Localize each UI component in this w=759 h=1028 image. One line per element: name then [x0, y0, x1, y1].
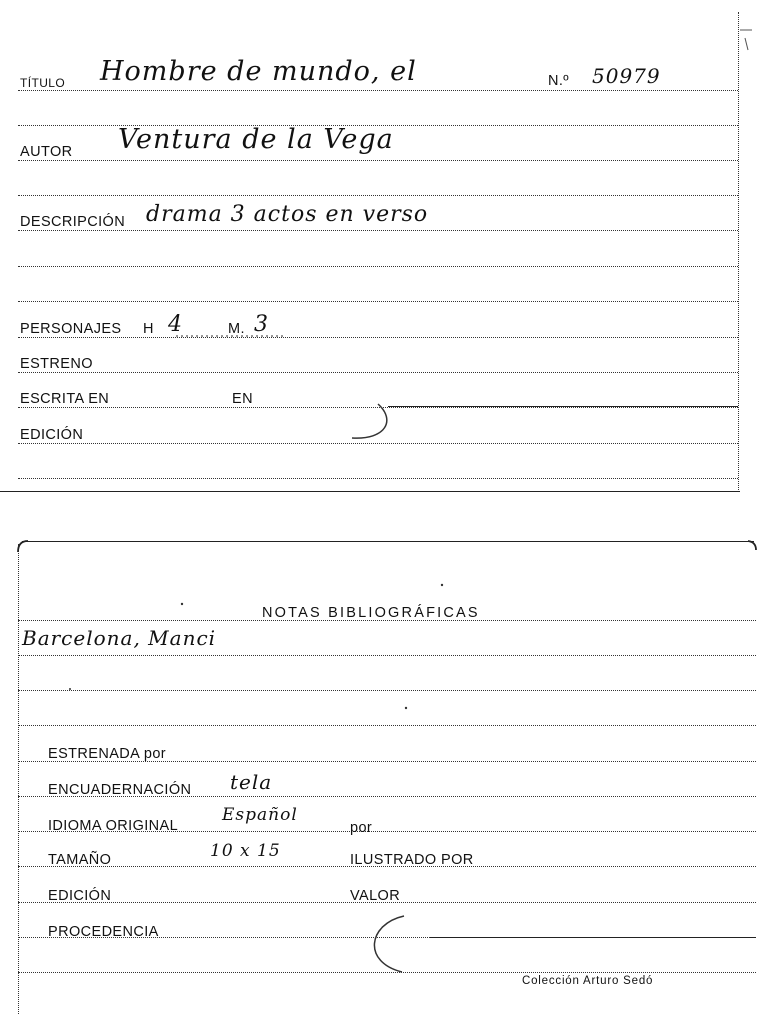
encuadernacion-label: ENCUADERNACIÓN: [48, 782, 192, 798]
rule-line: [18, 478, 738, 479]
edicion-label: EDICIÓN: [20, 427, 84, 443]
card-back-top-edge: [22, 541, 754, 542]
speck: [441, 584, 443, 586]
rule-line: [18, 407, 738, 408]
procedencia-solid-rule: [430, 937, 756, 938]
estreno-label: ESTRENO: [20, 356, 93, 372]
notas-value: Barcelona, Manci: [22, 626, 217, 650]
tamano-value: 10 x 15: [210, 841, 281, 861]
rule-line: [18, 337, 738, 338]
ilustrado-label: ILUSTRADO POR: [350, 852, 474, 868]
edge-mark: [745, 38, 748, 50]
rule-line: [18, 195, 738, 196]
collection-credit: Colección Arturo Sedó: [522, 975, 654, 987]
rule-line: [18, 160, 738, 161]
titulo-label: TÍTULO: [20, 76, 66, 90]
back-card-marks: [0, 500, 759, 1028]
idioma-label: IDIOMA ORIGINAL: [48, 818, 179, 834]
card-corner: [18, 541, 28, 552]
procedencia-label: PROCEDENCIA: [48, 924, 159, 940]
numero-value: 50979: [592, 64, 661, 88]
escrita-en-solid-rule: [388, 406, 738, 407]
rule-line: [18, 372, 738, 373]
valor-label: VALOR: [350, 888, 401, 904]
personajes-label: PERSONAJES: [20, 321, 122, 337]
encuadernacion-value: tela: [230, 770, 273, 794]
rule-line: [18, 443, 738, 444]
tamano-label: TAMAÑO: [48, 852, 112, 868]
rule-line: [18, 690, 756, 691]
rule-line: [18, 90, 738, 91]
punch-hole-arc: [374, 916, 404, 972]
numero-label: N.º: [548, 73, 569, 89]
estrenada-label: ESTRENADA por: [48, 746, 167, 762]
rule-line: [18, 725, 756, 726]
personajes-m-value: 3: [254, 312, 269, 337]
speck: [405, 707, 407, 709]
punch-hole-arc: [352, 404, 387, 438]
catalog-card-front: [0, 0, 759, 500]
personajes-m-label: M.: [228, 321, 245, 337]
rule-line: [18, 266, 738, 267]
descripcion-label: DESCRIPCIÓN: [20, 214, 126, 230]
card-front-bottom-edge: [0, 491, 740, 492]
escrita-en-label: ESCRITA EN: [20, 391, 110, 407]
card-front-right-border: [738, 12, 739, 490]
card-back-left-border: [18, 544, 19, 1014]
notas-bibliograficas-heading: NOTAS BIBLIOGRÁFICAS: [262, 605, 480, 621]
rule-line: [18, 301, 738, 302]
descripcion-value: drama 3 actos en verso: [146, 202, 429, 227]
personajes-h-value: 4: [168, 312, 183, 337]
autor-label: AUTOR: [20, 144, 73, 160]
edicion-back-label: EDICIÓN: [48, 888, 112, 904]
rule-line: [18, 972, 756, 973]
autor-value: Ventura de la Vega: [118, 124, 394, 155]
personajes-h-label: H: [143, 321, 154, 337]
idioma-por-label: por: [350, 820, 373, 836]
card-corner: [748, 541, 756, 550]
escrita-en-en-label: EN: [232, 391, 253, 407]
titulo-value: Hombre de mundo, el: [100, 56, 417, 87]
rule-line: [18, 655, 756, 656]
speck: [181, 603, 183, 605]
idioma-value: Español: [222, 805, 298, 825]
catalog-card-back: [0, 500, 759, 1028]
rule-line: [18, 230, 738, 231]
